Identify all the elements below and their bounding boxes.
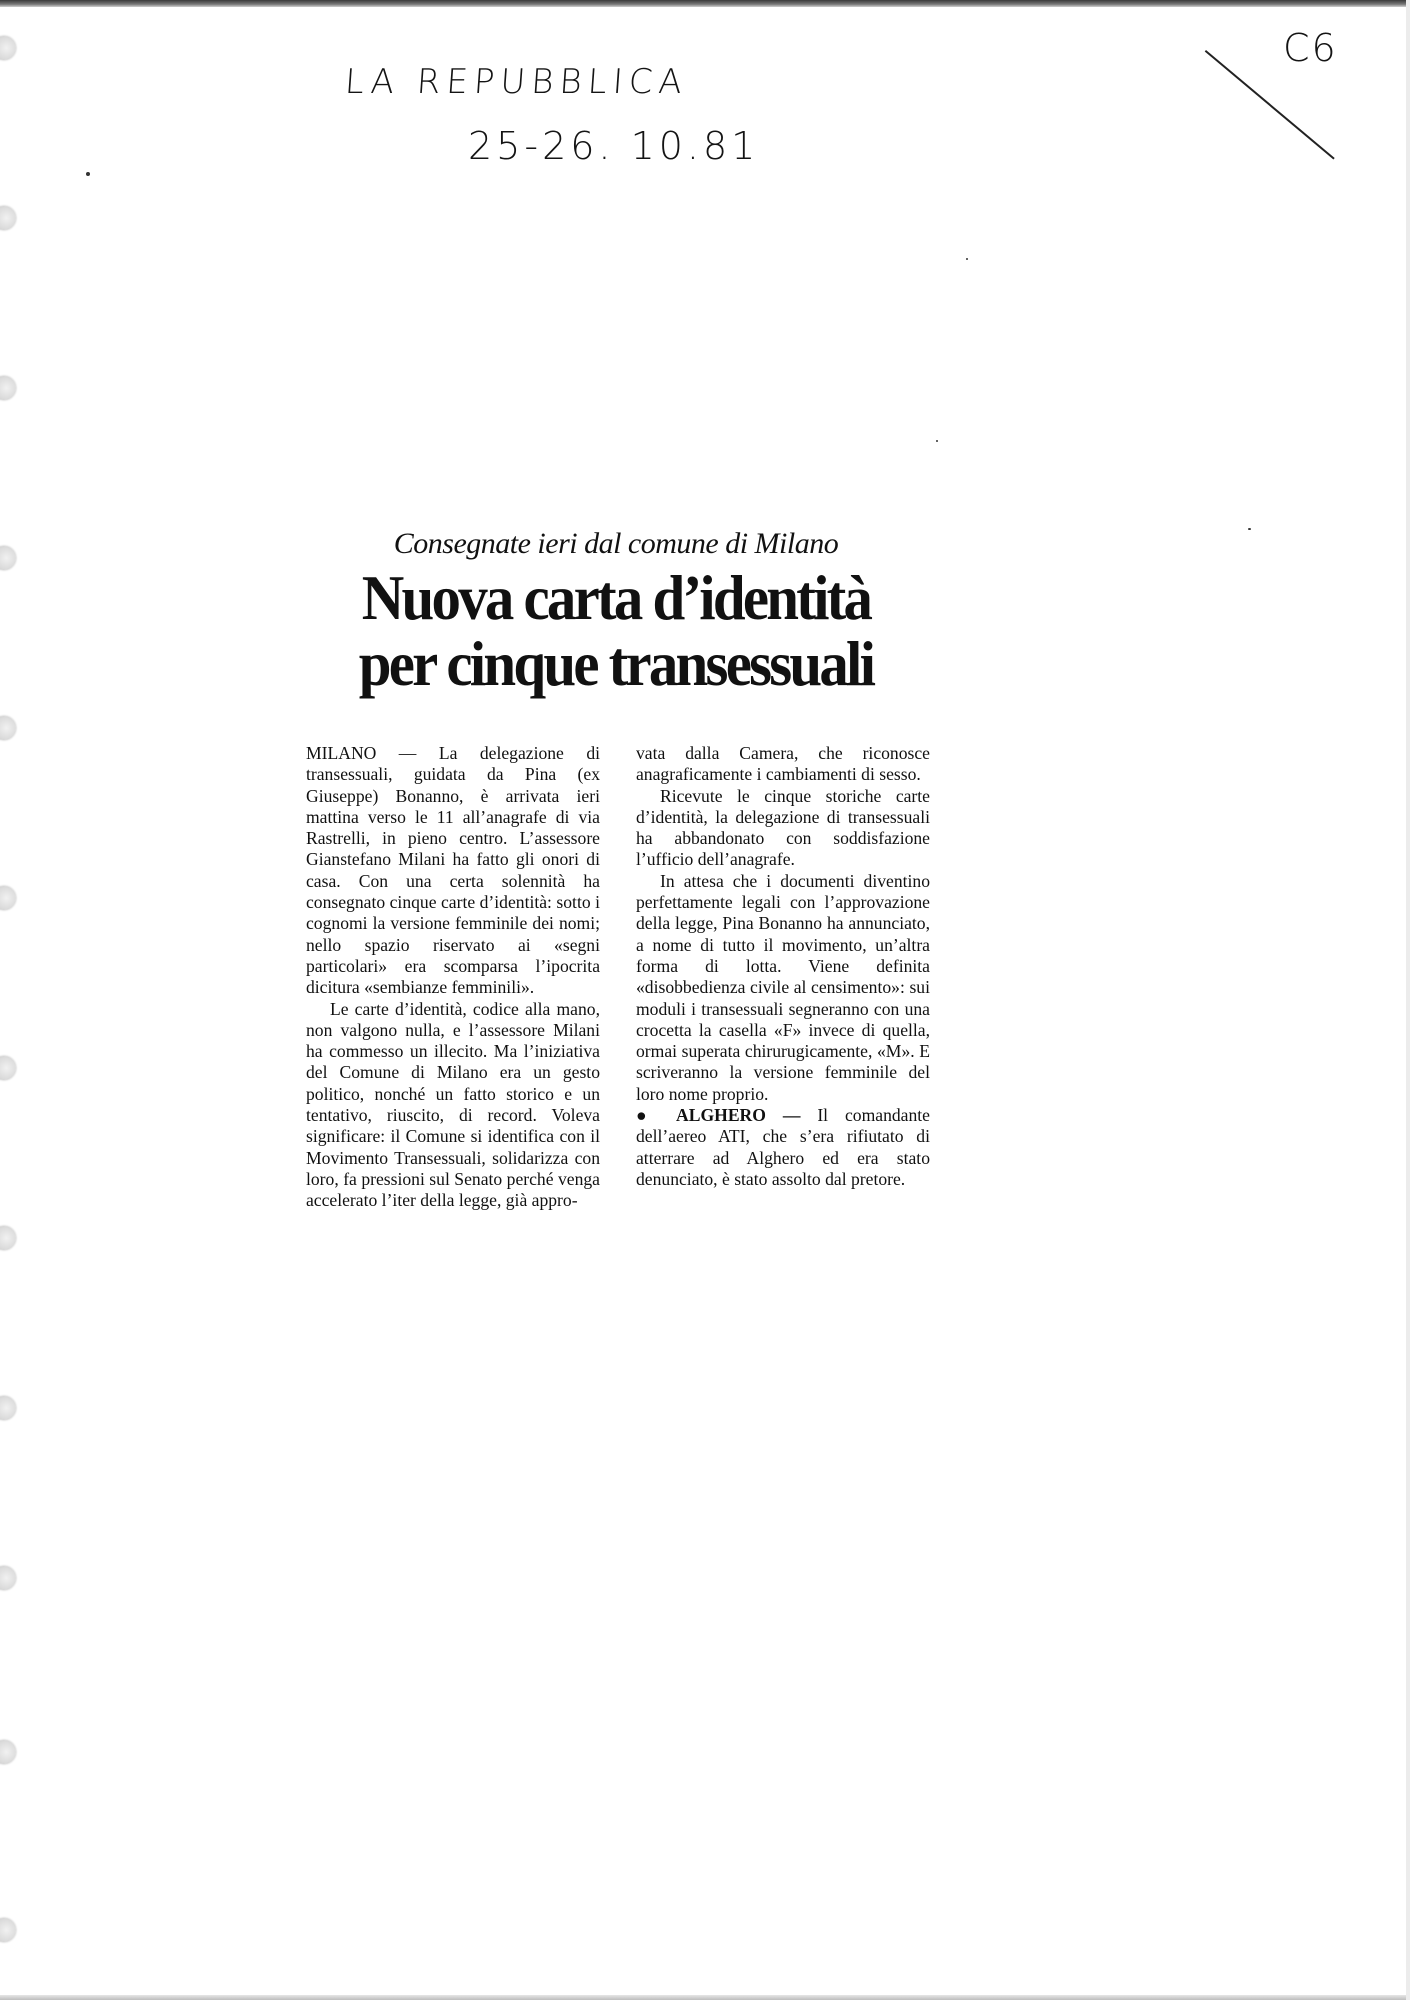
handwritten-archive-code: C6 — [1283, 26, 1338, 70]
brief-dateline: ALGHERO — — [676, 1105, 801, 1126]
article-column-1 — [306, 743, 600, 1212]
binder-hole — [0, 1740, 16, 1764]
scan-bottom-edge — [0, 1995, 1410, 2000]
scan-speck — [1248, 528, 1251, 530]
headline-line-1: Nuova carta d’identità — [361, 562, 871, 633]
binder-hole — [0, 1226, 16, 1250]
scan-speck — [86, 172, 90, 176]
article-paragraph — [306, 743, 600, 999]
bullet-icon: ● — [636, 1105, 660, 1126]
binder-hole — [0, 546, 16, 570]
binder-hole — [0, 1918, 16, 1942]
dateline: MILANO — — [306, 743, 417, 763]
article-paragraph: vata dalla Camera, che riconosce anagraficamente i cambiamenti di sesso. — [636, 743, 930, 785]
article-body — [306, 743, 930, 1212]
article-paragraph: Le carte d’identità, codice alla mano, non valgono nulla, e l’assessore Milani ha commesso un illecito. Ma l’iniziativa del Comune di Milano era un gesto politico, nonché un fatto storico e un tentativo, riuscito, di record. Voleva significare: il Comune si identifica con il Movimento Transessuali, solidarizza con loro, fa pressioni sul Senato perché venga accelerato l’iter della legge, già appro- — [306, 998, 600, 1211]
newspaper-clipping — [296, 515, 936, 1335]
article-paragraph: Ricevute le cinque storiche carte d’identità, la delegazione di transessuali ha abbandonato con soddisfazione l’ufficio dell’anagrafe. — [636, 785, 930, 870]
binder-hole — [0, 716, 16, 740]
binder-hole — [0, 206, 16, 230]
scan-speck — [936, 440, 938, 442]
scan-speck — [966, 258, 968, 260]
binder-hole — [0, 1566, 16, 1590]
binder-hole — [0, 376, 16, 400]
scan-right-edge — [1406, 0, 1410, 2000]
article-kicker: Consegnate ieri dal comune di Milano — [393, 527, 839, 560]
paragraph-text: La delegazione di transessuali, guidata da Pina (ex Giuseppe) Bonanno, è arrivata ieri mattina verso le 11 all’anagrafe di via Rastrelli, in pieno centro. L’assessore Gianstefano Milani ha fatto gli onori di casa. Con una certa solennità ha consegnato cinque carte d’identità: sotto i cognomi la versione femminile dei nomi; nello spazio riservato ai «segni particolari» era scomparsa l’ipocrita dicitura «sembianze femminili». — [306, 743, 600, 998]
binder-hole — [0, 1056, 16, 1080]
article-headline — [322, 562, 911, 699]
headline-line-2: per cinque transessuali — [358, 628, 874, 699]
scan-top-edge — [0, 0, 1410, 7]
handwritten-source-note: LA REPUBBLICA — [343, 62, 690, 102]
brief-text: Il comandante dell’aereo ATI, che s’era rifiutato di atterrare ad Alghero ed era stato denunciato, è stato assolto dal pretore. — [636, 1105, 930, 1189]
binder-hole — [0, 36, 16, 60]
handwritten-date-note: 25-26. 10.81 — [468, 124, 760, 168]
news-brief — [636, 1105, 930, 1190]
binder-hole — [0, 886, 16, 910]
article-paragraph: In attesa che i documenti diventino perfettamente legali con l’approvazione della legge, Pina Bonanno ha annunciato, a nome di tutto il movimento, un’altra forma di lotta. Viene definita «disobbedienza civile al censimento»: sui moduli i transessuali segneranno con una crocetta la casella «F» invece di quella, ormai superata chirurugicamente, «M». E scriveranno la versione femminile del loro nome proprio. — [636, 870, 930, 1104]
article-column-2 — [636, 743, 930, 1212]
binder-hole — [0, 1396, 16, 1420]
